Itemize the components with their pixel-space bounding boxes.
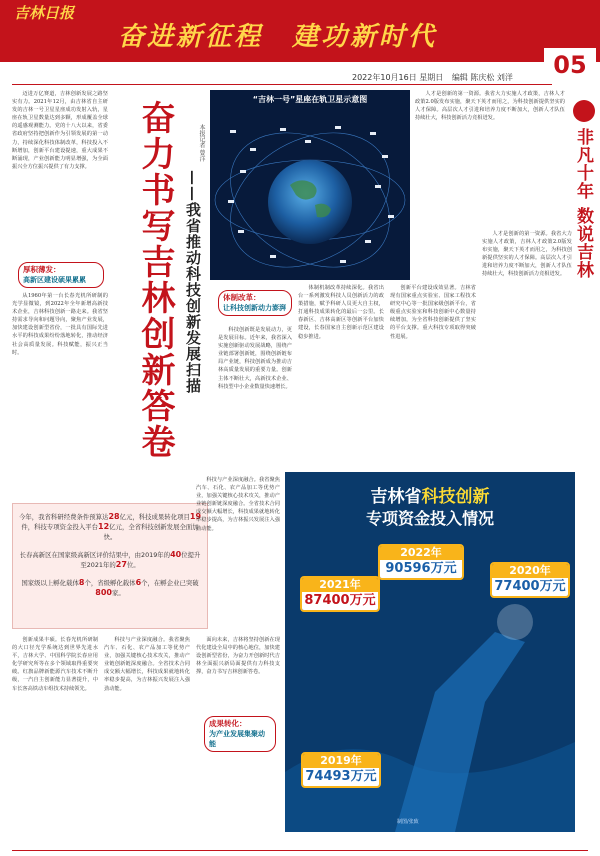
editor-credit: 编辑 陈庆松 刘洋 xyxy=(451,73,513,82)
earth-globe xyxy=(268,160,352,244)
feature-headline: 非凡十年 数说吉林 xyxy=(573,128,593,279)
graphic-credit: 制图/张致 xyxy=(397,819,419,825)
section-tag-3: 成果转化： 为产业发展集聚动能 xyxy=(204,716,276,752)
funding-title: 吉林省科技创新 xyxy=(370,487,490,507)
satellite-graphic-title: “吉林一号”星座在轨卫星示意图 xyxy=(252,95,368,104)
masthead-slogan: 奋进新征程 建功新时代 xyxy=(118,22,438,52)
fact-item: 长春高新区在国家级高新区评价结果中，由2019年的40位提升至2021年的27位。 xyxy=(19,550,201,569)
footer-rule xyxy=(12,850,588,851)
key-facts-box xyxy=(12,503,208,629)
article-column-9: 科技与产业深度融合。我省聚焦汽车、石化、农产品加工等优势产业，加强关键核心技术攻关，推动产业链创新链深度融合。全省技术合同成交额大幅增长，科技成果就地转化率稳步提高，为吉林振兴发展注入强劲动能。 xyxy=(196,477,280,532)
funding-2021: 2021年 87400万元 xyxy=(300,576,380,612)
article-column-5: 人才是创新的第一资源。我省大力实施人才政策，吉林人才政策2.0版发布实施，聚天下英才而用之，为科技创新提供坚实的人才保障。高层次人才引进和培养力度不断加大，创新人才队伍持续壮大，科技创新活力竞相迸发。 xyxy=(415,91,565,122)
header-rule xyxy=(12,84,552,85)
dateline xyxy=(352,72,519,83)
satellite-illustration xyxy=(210,90,410,280)
article-column-1: 迈进万亿赛道，吉林创新发展之路坚实有力。2021年12月，由吉林省自主研发的吉林一号卫星星座成功发射入轨，星座在轨卫星数量达到多颗，形成覆盖全球的遥感观测能力。党的十八大以来，省委省政府坚持把创新作为引领发展的第一动力，持续深化科技体制改革，科技投入不断增加，创新平台建设提速，重大成果不断涌现，产业创新能力明显增强，为全面振兴全方位振兴提供了有力支撑。 xyxy=(12,91,108,170)
funding-2022: 2022年 90596万元 xyxy=(378,544,464,580)
article-column-10: 面向未来，吉林将坚持创新在现代化建设全局中的核心地位，加快建设创新型省份，为奋力开创新时代吉林全面振兴新局面提供有力科技支撑，奋力书写吉林创新答卷。 xyxy=(196,637,280,676)
funding-subtitle: 专项资金投入情况 xyxy=(365,509,494,528)
section-tag-1: 厚积薄发： 高新区建设硕果累累 xyxy=(18,262,104,288)
article-column-6: 人才是创新的第一资源。我省大力实施人才政策，吉林人才政策2.0版发布实施，聚天下英才而用之，为科技创新提供坚实的人才保障。高层次人才引进和培养力度不断加大，创新人才队伍持续壮大，科技创新活力竞相迸发。 xyxy=(482,231,572,278)
section-tag-2: 体制改革： 让科技创新动力澎湃 xyxy=(218,290,292,316)
fact-item: 今年，我省科研经费条件预算达28亿元，科技成果转化项目19件，科技专项资金投入平台12亿元，全省科技创新发展全面加快。 xyxy=(18,512,202,541)
article-subheadline: ——我省推动科技创新发展扫描 xyxy=(184,170,202,394)
issue-date: 2022年10月16日 星期日 xyxy=(352,73,444,82)
article-headline: 奋力书写吉林创新答卷 xyxy=(135,100,175,460)
article-column-1b: 从1960年第一台长春光机所研制的光学显微镜，到2022年全年新增高新技术企业，吉林科技创新一路走来。我省坚持需求导向和问题导向，聚焦产业发展，加快建设创新型省份，一批具有国际先进水平的科技成果纷纷落地转化，推动经济社会高质量发展。科技赋能，振兴正当时。 xyxy=(12,293,108,356)
article-column-7: 创新成果丰硕。长春光机所研制的大口径光学系统达到世界先进水平，吉林大学、中国科学院长春应用化学研究所等在多个领域取得重要突破。红旗品牌新能源汽车技术不断升级，一汽自主创新能力显著提升，中车长客高铁动车组技术持续领先。 xyxy=(12,637,98,692)
newspaper-brand: 吉林日报 xyxy=(14,4,75,22)
fact-item: 国家级以上孵化载体8个，省级孵化载体6个，在孵企业已突破800家。 xyxy=(21,578,199,597)
funding-2020: 2020年 77400万元 xyxy=(490,562,570,598)
party-emblem-icon xyxy=(573,100,595,122)
article-column-4: 创新平台建设成效显著。吉林省现有国家重点实验室、国家工程技术研究中心等一批国家级创新平台，省级重点实验室和科技创新中心数量持续增加，为全省科技创新提供了坚实的平台支撑。重大科技专项取得突破性进展。 xyxy=(390,285,476,340)
article-column-2: 科技创新既是发展动力，更是发展目标。近年来，我省深入实施创新驱动发展战略，围绕产业链部署创新链，围绕创新链布局产业链，科技创新成为推动吉林高质量发展的重要力量。创新主体不断壮大，高新技术企业、科技型中小企业数量快速增长。 xyxy=(218,327,292,390)
article-column-3: 体制机制改革持续深化。我省出台一系列激发科技人员创新活力的政策措施，赋予科研人员更大自主权，打通科技成果转化的最后一公里。长春新区、吉林高新区等创新平台加快建设，长春国家自主创新示范区建设稳步推进。 xyxy=(298,285,384,340)
satellite-constellation-graphic xyxy=(210,90,410,280)
article-byline: 本报记者 曾洋 xyxy=(198,124,205,162)
funding-2019: 2019年 74493万元 xyxy=(301,752,381,788)
page-number: 05 xyxy=(544,48,596,82)
article-column-8: 科技与产业深度融合。我省聚焦汽车、石化、农产品加工等优势产业，加强关键核心技术攻关，推动产业链创新链深度融合。全省技术合同成交额大幅增长，科技成果就地转化率稳步提高，为吉林振兴发展注入强劲动能。 xyxy=(104,637,190,692)
